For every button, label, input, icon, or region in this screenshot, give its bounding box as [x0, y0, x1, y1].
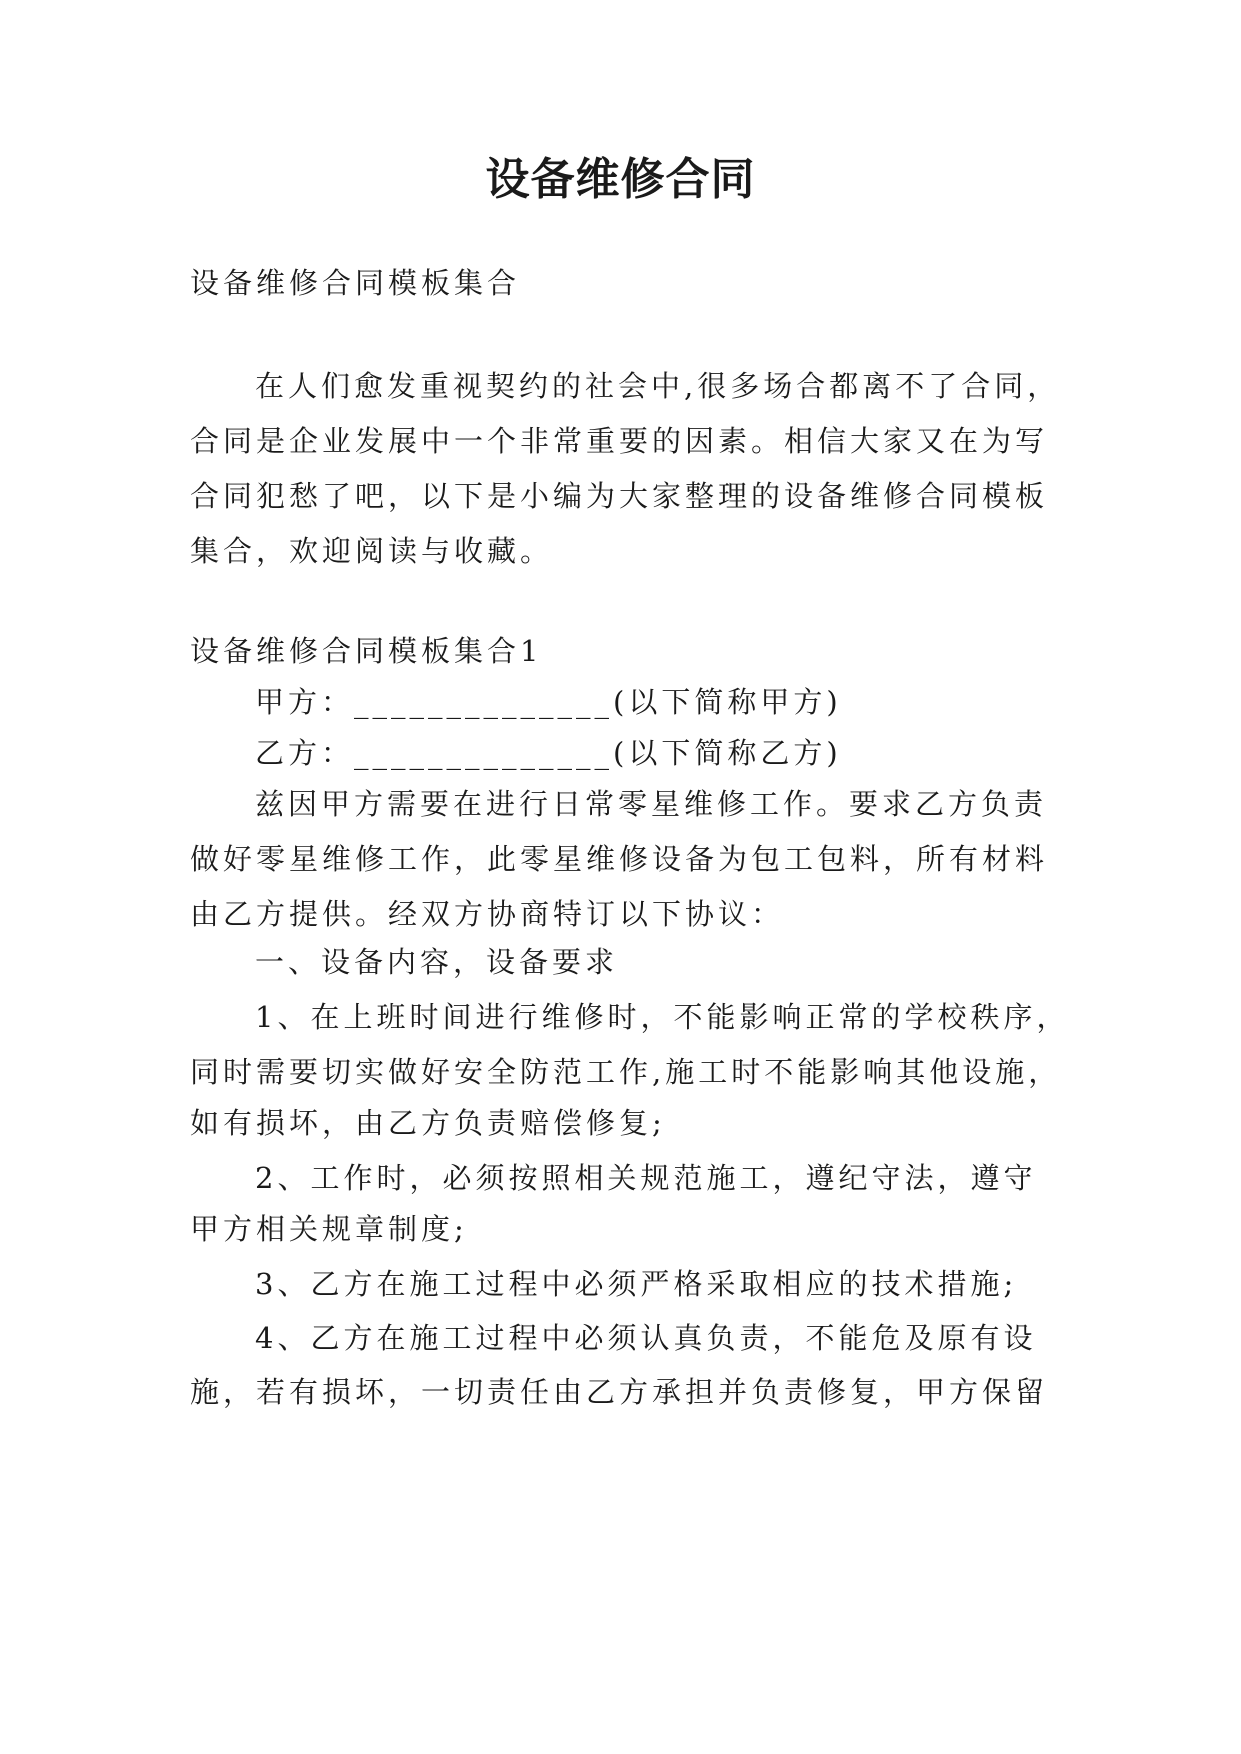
- clause-line: 同时需要切实做好安全防范工作,施工时不能影响其他设施，: [190, 1055, 1062, 1089]
- clause-line: 1、在上班时间进行维修时，不能影响正常的学校秩序，: [255, 1000, 1070, 1034]
- intro-line: 在人们愈发重视契约的社会中,很多场合都离不了合同，: [255, 369, 1061, 403]
- clause-line: 3、乙方在施工过程中必须严格采取相应的技术措施;: [255, 1267, 1018, 1301]
- clause-line: 2、工作时，必须按照相关规范施工，遵纪守法，遵守: [255, 1161, 1037, 1195]
- body-line: 由乙方提供。经双方协商特订以下协议：: [190, 897, 785, 931]
- body-line: 兹因甲方需要在进行日常零星维修工作。要求乙方负责: [255, 787, 1048, 821]
- intro-line: 集合，欢迎阅读与收藏。: [190, 534, 554, 568]
- clause-line: 甲方相关规章制度;: [190, 1212, 468, 1246]
- body-line: 做好零星维修工作，此零星维修设备为包工包料，所有材料: [190, 842, 1049, 876]
- intro-line: 合同是企业发展中一个非常重要的因素。相信大家又在为写: [190, 424, 1049, 458]
- document-subtitle: 设备维修合同模板集合: [190, 266, 521, 300]
- clause-line: 施，若有损坏，一切责任由乙方承担并负责修复，甲方保留: [190, 1375, 1049, 1409]
- document-title: 设备维修合同: [485, 154, 756, 205]
- clause-line: 如有损坏，由乙方负责赔偿修复;: [190, 1106, 666, 1140]
- intro-line: 合同犯愁了吧，以下是小编为大家整理的设备维修合同模板: [190, 479, 1049, 513]
- section-heading: 设备维修合同模板集合1: [190, 634, 543, 668]
- party-b-line: 乙方：______________(以下简称乙方): [255, 736, 842, 770]
- clause-heading: 一、设备内容，设备要求: [255, 945, 619, 979]
- clause-line: 4、乙方在施工过程中必须认真负责，不能危及原有设: [255, 1321, 1037, 1355]
- party-a-line: 甲方：______________(以下简称甲方): [255, 685, 842, 719]
